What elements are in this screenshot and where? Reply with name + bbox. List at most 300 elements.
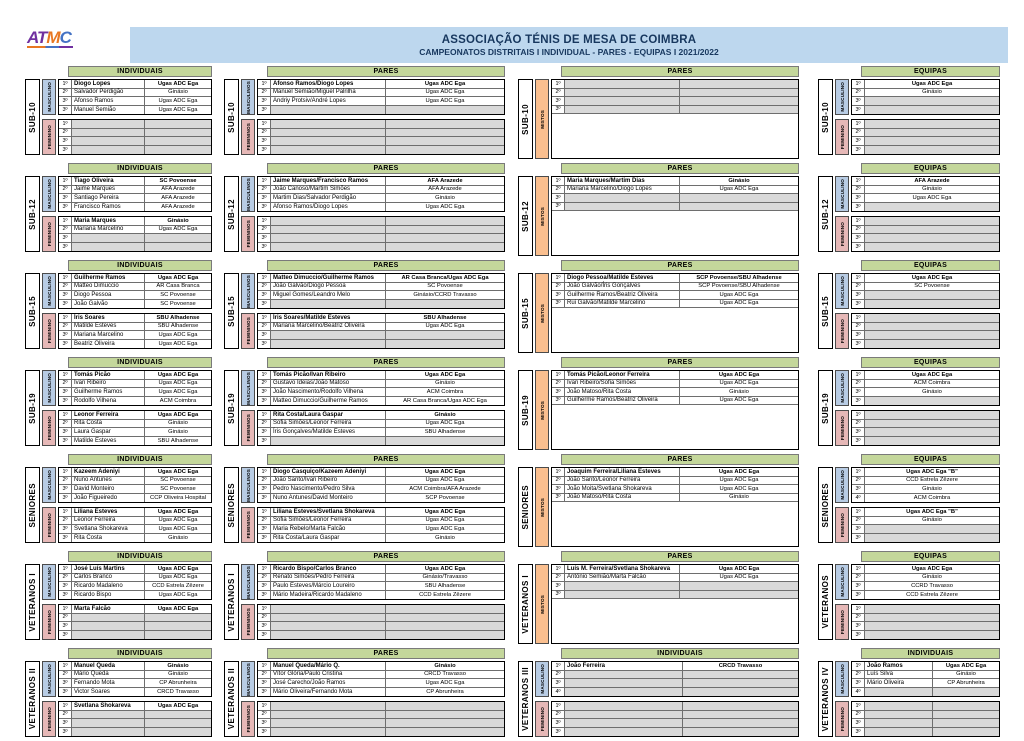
rank-cell: 1º	[852, 468, 865, 476]
result-row	[552, 388, 798, 397]
category-band	[25, 357, 1000, 450]
player-name-cell	[865, 719, 933, 727]
club-cell: Ugas ADC Ega	[680, 468, 798, 476]
player-name-cell: Manuel Semião	[72, 106, 145, 115]
club-cell	[145, 234, 211, 242]
player-name-cell: Rui Galvão/Matilde Marcelino	[565, 300, 680, 308]
rank-cell: 1º	[258, 468, 271, 476]
result-row	[552, 477, 798, 486]
gender-group	[241, 661, 505, 697]
club-cell: CP Abrunheira	[386, 688, 504, 697]
rank-cell: 3º	[258, 137, 271, 145]
player-name-cell	[271, 614, 386, 622]
club-cell: CCD Estrela Zêzere	[386, 591, 504, 600]
rows-table	[257, 507, 505, 543]
category-label	[224, 176, 239, 252]
result-row	[852, 274, 999, 283]
result-row	[59, 323, 211, 332]
gender-group	[42, 313, 212, 349]
player-name-cell: Matilde Esteves	[72, 323, 145, 331]
result-row	[852, 622, 999, 631]
club-cell: Ginásio	[933, 671, 999, 679]
group-label-text: MASCULINO	[839, 664, 845, 694]
result-row	[59, 331, 211, 340]
result-row	[852, 397, 999, 406]
rank-cell: 3º	[852, 719, 865, 727]
rank-cell: 3º	[258, 234, 271, 242]
result-row	[258, 525, 504, 534]
result-row	[852, 243, 999, 252]
player-name-cell: Fernando Mota	[72, 679, 145, 687]
player-name-cell: Francisco Ramos	[72, 203, 145, 212]
rank-cell: 3º	[59, 146, 72, 155]
rank-cell: 3º	[258, 331, 271, 339]
player-name-cell	[565, 688, 683, 697]
player-name-cell: Luís Silva	[865, 671, 933, 679]
category-label	[818, 273, 833, 349]
block-title: PARES	[561, 66, 799, 77]
rank-cell: 3º	[852, 146, 865, 155]
result-row	[552, 300, 798, 309]
block-title: INDIVIDUAIS	[561, 648, 799, 659]
result-row	[852, 574, 999, 583]
result-row	[852, 371, 999, 380]
player-name-cell: João Santo/Ivan Ribeiro	[271, 477, 386, 485]
rows-table	[851, 313, 1000, 349]
category-label-text: SUB-10	[521, 103, 530, 135]
player-name-cell: Diogo Lopes	[72, 80, 145, 88]
page-title: ASSOCIAÇÃO TÉNIS DE MESA DE COIMBRA	[441, 33, 697, 46]
block-title: PARES	[267, 260, 505, 271]
team-cell: Ugas ADC Ega "B"	[865, 508, 999, 516]
club-cell: Ugas ADC Ega	[386, 80, 504, 88]
rows-table	[58, 119, 212, 155]
group-label-text: MASCULINO	[46, 82, 52, 112]
group-label-fem	[241, 701, 255, 737]
player-name-cell: Liliana Esteves	[72, 508, 145, 516]
block-title: PARES	[267, 357, 505, 368]
rank-cell: 2º	[852, 323, 865, 331]
result-row	[258, 662, 504, 671]
group-label-text: MASCULINOS	[245, 565, 251, 599]
rank-cell: 3º	[852, 525, 865, 533]
player-name-cell	[271, 234, 386, 242]
club-cell	[683, 719, 798, 727]
groups-column	[835, 273, 1000, 349]
group-label-text: MISTOS	[539, 109, 545, 129]
block-title: PARES	[267, 66, 505, 77]
result-row	[552, 274, 798, 283]
block-body	[25, 273, 212, 349]
club-cell: SCP Povoense/SBU Alhadense	[680, 274, 798, 282]
club-cell: SC Povoense	[145, 485, 211, 493]
rank-cell: 3º	[59, 631, 72, 640]
rank-cell: 1º	[258, 702, 271, 710]
block-body	[818, 661, 1000, 737]
gender-group	[535, 370, 799, 450]
rank-cell: 4º	[852, 688, 865, 697]
rows-table	[851, 119, 1000, 155]
gender-group	[42, 507, 212, 543]
player-name-cell: Ricardo Bispo/Carlos Branco	[271, 565, 386, 573]
player-name-cell: José Carecho/João Ramos	[271, 679, 386, 687]
category-label-text: SUB-12	[521, 200, 530, 232]
result-row	[852, 120, 999, 129]
result-row	[552, 194, 798, 203]
block-equipas	[818, 551, 1000, 644]
rows-table	[257, 176, 505, 212]
category-label-text: VETERANOS II	[28, 668, 37, 730]
block-title: EQUIPAS	[861, 260, 1000, 271]
player-name-cell: Tiago Oliveira	[72, 177, 145, 185]
rank-cell: 3º	[852, 234, 865, 242]
team-cell: ACM Coimbra	[865, 494, 999, 503]
group-label-text: MASCULINOS	[245, 177, 251, 211]
block-body	[518, 176, 799, 256]
club-cell: SBU Alhadense	[145, 437, 211, 446]
club-cell	[386, 631, 504, 640]
rank-cell: 4º	[552, 688, 565, 697]
gender-group	[835, 79, 1000, 115]
result-row	[852, 217, 999, 226]
team-cell	[865, 291, 999, 299]
group-label-fem	[42, 410, 56, 446]
rank-cell: 3º	[852, 97, 865, 105]
player-name-cell: Ricardo Madaleno	[72, 582, 145, 590]
club-cell: SC Povoense	[145, 177, 211, 185]
block-title: PARES	[267, 454, 505, 465]
team-cell: Ugas ADC Ega "B"	[865, 468, 999, 476]
rows-table	[551, 176, 799, 256]
gender-group	[241, 370, 505, 406]
player-name-cell: Paulo Esteves/Márcio Loureiro	[271, 582, 386, 590]
group-label-masc	[835, 661, 849, 697]
rank-cell: 3º	[258, 300, 271, 309]
group-label-fem	[42, 119, 56, 155]
player-name-cell	[271, 300, 386, 309]
rank-cell: 3º	[552, 719, 565, 727]
player-name-cell: Matteo Dimuccio/Guilherme Ramos	[271, 274, 386, 282]
rank-cell: 1º	[258, 314, 271, 322]
player-name-cell: Svetlana Shokareva	[72, 525, 145, 533]
groups-column	[535, 370, 799, 450]
result-row	[552, 565, 798, 574]
result-row	[59, 283, 211, 292]
club-cell: CCD Estrela Zêzere	[145, 582, 211, 590]
rank-cell: 1º	[852, 177, 865, 185]
club-cell: Ugas ADC Ega	[145, 340, 211, 349]
rank-cell: 2º	[552, 186, 565, 194]
team-cell	[865, 331, 999, 339]
block-individuais	[25, 454, 212, 547]
rank-cell: 3º	[552, 388, 565, 396]
result-row	[852, 106, 999, 115]
player-name-cell: Tomás Picão	[72, 371, 145, 379]
result-row	[258, 671, 504, 680]
category-label-text: SUB-19	[28, 392, 37, 424]
team-cell	[865, 397, 999, 406]
rows-table	[851, 370, 1000, 406]
team-cell	[865, 226, 999, 234]
group-label-masc	[42, 273, 56, 309]
result-row	[852, 605, 999, 614]
rank-cell: 1º	[852, 702, 865, 710]
player-name-cell: Nuno Antunes	[72, 477, 145, 485]
club-cell	[386, 614, 504, 622]
team-cell	[865, 146, 999, 155]
block-body	[25, 79, 212, 155]
player-name-cell: Kazeem Adeniyi	[72, 468, 145, 476]
club-cell: Ugas ADC Ega	[933, 662, 999, 670]
rows-table	[58, 410, 212, 446]
result-row	[258, 203, 504, 212]
rank-cell: 3º	[852, 534, 865, 543]
result-row	[852, 631, 999, 640]
player-name-cell: Íris Gonçalves/Matilde Esteves	[271, 428, 386, 436]
club-cell	[145, 719, 211, 727]
player-name-cell	[565, 194, 680, 202]
group-label-text: FEMININO	[46, 512, 52, 538]
rank-cell: 2º	[852, 186, 865, 194]
team-cell: Ginásio	[865, 388, 999, 396]
player-name-cell	[271, 331, 386, 339]
player-name-cell	[271, 217, 386, 225]
club-cell	[145, 614, 211, 622]
category-label-text: SUB-12	[227, 198, 236, 230]
club-cell: Ugas ADC Ega	[680, 574, 798, 582]
rank-cell: 1º	[59, 177, 72, 185]
player-name-cell: Manuel Semião/Miguel Palrilha	[271, 89, 386, 97]
block-pares	[224, 454, 505, 547]
block-body	[518, 273, 799, 353]
result-row	[852, 437, 999, 446]
group-label-masc	[835, 370, 849, 406]
result-row	[258, 89, 504, 98]
block-individuais	[818, 648, 1000, 737]
block-pares	[518, 454, 799, 547]
group-label-fem	[241, 313, 255, 349]
block-pares	[224, 648, 505, 737]
category-label-text: VETERANOS II	[227, 668, 236, 730]
club-cell: Ugas ADC Ega	[680, 380, 798, 388]
rank-cell: 1º	[852, 371, 865, 379]
result-row	[852, 186, 999, 195]
result-row	[59, 679, 211, 688]
rank-cell: 3º	[59, 300, 72, 309]
rank-cell: 3º	[59, 397, 72, 406]
rank-cell: 1º	[59, 274, 72, 282]
groups-column	[535, 467, 799, 547]
block-individuais	[518, 648, 799, 737]
club-cell	[145, 243, 211, 252]
rank-cell: 1º	[258, 274, 271, 282]
player-name-cell: Íris Soares/Matilde Esteves	[271, 314, 386, 322]
player-name-cell: Ivan Ribeiro	[72, 380, 145, 388]
player-name-cell: João Figueiredo	[72, 494, 145, 503]
player-name-cell	[72, 120, 145, 128]
result-row	[258, 314, 504, 323]
group-label-text: MASCULINOS	[245, 274, 251, 308]
gender-group	[42, 216, 212, 252]
club-cell: Ginásio	[145, 420, 211, 428]
club-cell: SBU Alhadense	[386, 314, 504, 322]
gender-group	[42, 701, 212, 737]
category-label	[224, 273, 239, 349]
block-individuais	[25, 260, 212, 353]
gender-group	[835, 370, 1000, 406]
result-row	[59, 146, 211, 155]
group-label-masc	[241, 273, 255, 309]
player-name-cell: Rodolfo Vilhena	[72, 397, 145, 406]
rank-cell: 3º	[258, 728, 271, 737]
club-cell: Ugas ADC Ega	[680, 371, 798, 379]
result-row	[59, 428, 211, 437]
result-row	[59, 485, 211, 494]
block-equipas	[818, 66, 1000, 159]
player-name-cell: Mariana Marcelino	[72, 331, 145, 339]
result-row	[852, 323, 999, 332]
result-row	[852, 177, 999, 186]
rank-cell: 2º	[59, 574, 72, 582]
rank-cell: 3º	[552, 591, 565, 599]
rank-cell: 2º	[258, 380, 271, 388]
rank-cell: 3º	[258, 106, 271, 115]
rows-table	[58, 313, 212, 349]
block-pares	[224, 551, 505, 644]
gender-group	[241, 176, 505, 212]
rows-table	[58, 604, 212, 640]
groups-column	[835, 370, 1000, 446]
category-label-text: SUB-10	[821, 101, 830, 133]
group-label-text: MASCULINO	[839, 373, 845, 403]
player-name-cell	[72, 614, 145, 622]
rank-cell: 1º	[852, 565, 865, 573]
club-cell	[386, 719, 504, 727]
result-row	[258, 719, 504, 728]
group-label-text: MASCULINO	[539, 664, 545, 694]
category-label	[25, 176, 40, 252]
rank-cell: 3º	[852, 728, 865, 737]
result-row	[852, 508, 999, 517]
rows-table	[257, 661, 505, 697]
result-row	[258, 477, 504, 486]
gender-group	[835, 216, 1000, 252]
club-cell: Ugas ADC Ega	[145, 517, 211, 525]
gender-group	[535, 79, 799, 159]
club-cell	[933, 702, 999, 710]
rank-cell: 1º	[258, 80, 271, 88]
club-cell: AFA Arazede	[145, 203, 211, 212]
player-name-cell	[865, 711, 933, 719]
result-row	[258, 508, 504, 517]
rank-cell: 3º	[59, 525, 72, 533]
rank-cell: 3º	[59, 203, 72, 212]
team-cell	[865, 217, 999, 225]
rank-cell: 3º	[852, 106, 865, 115]
group-label-text: FEMININO	[839, 609, 845, 635]
team-cell	[865, 203, 999, 212]
club-cell: ACM Coimbra	[145, 397, 211, 406]
result-row	[59, 622, 211, 631]
result-row	[258, 622, 504, 631]
rank-cell: 3º	[852, 137, 865, 145]
team-cell	[865, 534, 999, 543]
rank-cell: 1º	[258, 120, 271, 128]
groups-column	[241, 661, 505, 737]
result-row	[59, 565, 211, 574]
result-row	[258, 688, 504, 697]
result-row	[258, 388, 504, 397]
rows-table	[257, 410, 505, 446]
category-band	[25, 163, 1000, 256]
groups-column	[42, 564, 212, 640]
club-cell: Ugas ADC Ega	[145, 80, 211, 88]
club-cell: SC Povoense	[145, 477, 211, 485]
result-row	[258, 194, 504, 203]
results-grid	[25, 66, 1000, 741]
result-row	[852, 300, 999, 309]
result-row	[59, 274, 211, 283]
player-name-cell	[271, 605, 386, 613]
player-name-cell: Beatriz Oliveira	[72, 340, 145, 349]
club-cell: AFA Arazede	[386, 177, 504, 185]
result-row	[258, 397, 504, 406]
rank-cell: 2º	[59, 614, 72, 622]
gender-group	[42, 661, 212, 697]
rank-cell: 3º	[258, 203, 271, 212]
rows-table	[851, 467, 1000, 503]
club-cell	[680, 203, 798, 211]
rank-cell: 3º	[552, 97, 565, 105]
club-cell: Ugas ADC Ega	[386, 565, 504, 573]
rows-table	[58, 79, 212, 115]
club-cell: SC Povoense	[386, 283, 504, 291]
rank-cell: 1º	[552, 565, 565, 573]
category-label-text: SENIORES	[227, 482, 236, 528]
result-row	[552, 702, 798, 711]
result-row	[852, 565, 999, 574]
result-row	[258, 146, 504, 155]
result-row	[258, 420, 504, 429]
rank-cell: 3º	[258, 494, 271, 503]
rows-table	[58, 370, 212, 406]
rows-table	[58, 273, 212, 309]
club-cell	[386, 702, 504, 710]
rows-table	[257, 467, 505, 503]
group-label-fem	[42, 216, 56, 252]
gender-group	[241, 273, 505, 309]
rank-cell: 3º	[258, 97, 271, 105]
club-cell: Ugas ADC Ega	[145, 226, 211, 234]
block-title: EQUIPAS	[861, 66, 1000, 77]
rank-cell: 3º	[258, 291, 271, 299]
groups-column	[42, 467, 212, 543]
player-name-cell: Maria Marques/Martim Dias	[565, 177, 680, 185]
team-cell	[865, 234, 999, 242]
rows-table	[58, 701, 212, 737]
rank-cell: 3º	[852, 388, 865, 396]
group-label-text: FEMININOS	[245, 414, 251, 442]
player-name-cell	[72, 728, 145, 737]
player-name-cell	[271, 226, 386, 234]
block-pares	[518, 260, 799, 353]
player-name-cell: Tomás Picão/Leonor Ferreira	[565, 371, 680, 379]
rank-cell: 3º	[552, 728, 565, 737]
gender-group	[241, 467, 505, 503]
rank-cell: 3º	[552, 291, 565, 299]
result-row	[59, 371, 211, 380]
result-row	[552, 283, 798, 292]
